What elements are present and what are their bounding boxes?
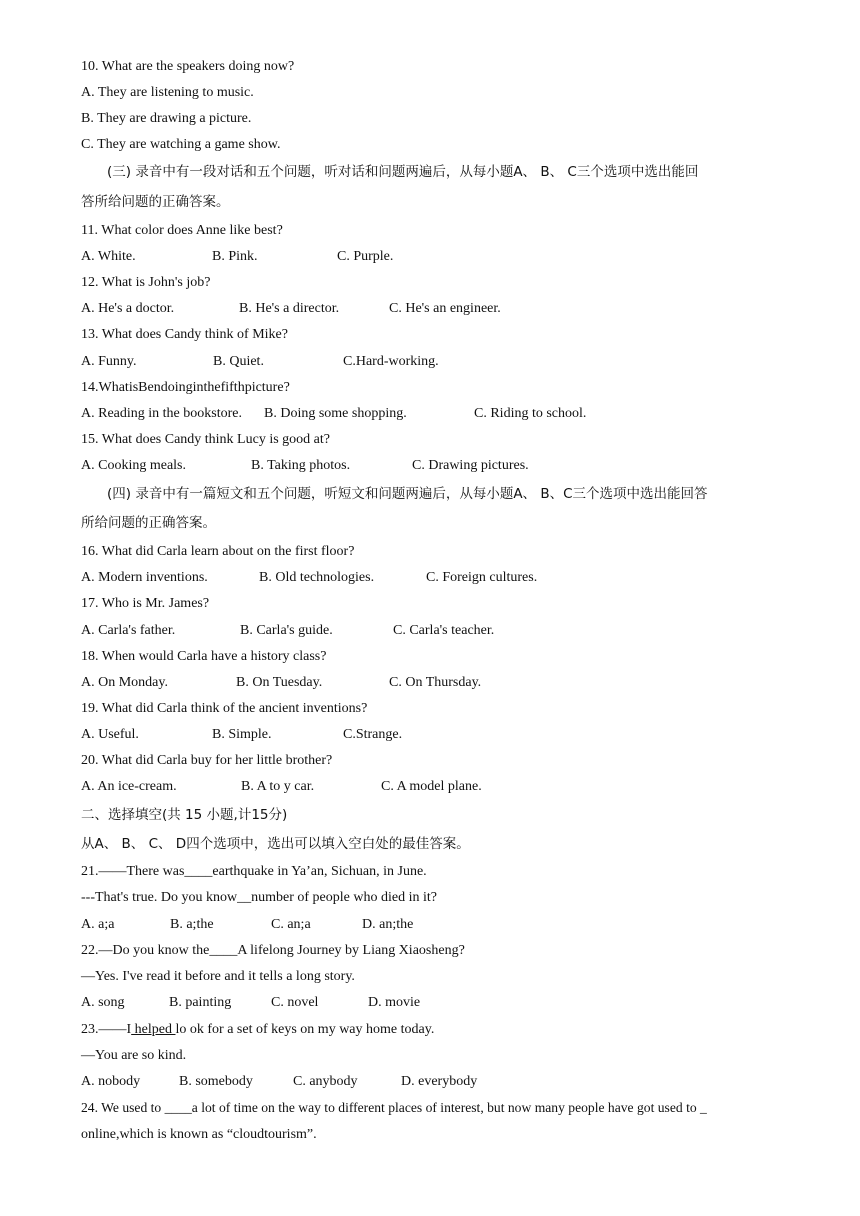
option-23b: B. somebody (179, 1074, 253, 1089)
question-22-post: A lifelong Journey by Liang Xiaosheng? (237, 943, 465, 958)
question-22-blank: ____ (209, 943, 238, 958)
option-14b: B. Doing some shopping. (264, 406, 407, 421)
option-19b: B. Simple. (212, 727, 272, 742)
question-21-reply-blank: __ (237, 890, 252, 905)
option-13a: A. Funny. (81, 354, 137, 369)
option-22b: B. painting (169, 995, 232, 1010)
question-24-cont: online,which is known as “cloudtourism”. (81, 1127, 317, 1142)
option-12c: C. He's an engineer. (389, 301, 501, 316)
option-12b: B. He's a director. (239, 301, 340, 316)
question-21-pre: 21.——There was (81, 864, 185, 879)
section-4-instruction-cont: 所给问题的正确答案。 (81, 515, 216, 531)
option-23c: C. anybody (293, 1074, 358, 1089)
option-23d: D. everybody (401, 1074, 478, 1089)
option-21b: B. a;the (170, 917, 214, 932)
part-2-instruction: 从A、 B、 C、 D四个选项中，选出可以填入空白处的最佳答案。 (81, 836, 470, 852)
question-23-post: lo ok for a set of keys on my way home today. (175, 1022, 435, 1037)
option-17a: A. Carla's father. (81, 623, 176, 638)
option-10b: B. They are drawing a picture. (81, 111, 252, 126)
question-21-reply-pre: ---That's true. Do you know (81, 890, 238, 905)
option-22a: A. song (81, 995, 125, 1010)
question-23-reply: —You are so kind. (81, 1048, 187, 1063)
option-15b: B. Taking photos. (251, 458, 351, 473)
question-15: 15. What does Candy think Lucy is good at? (81, 432, 330, 447)
question-23 (81, 1020, 434, 1040)
option-20c: C. A model plane. (381, 779, 482, 794)
option-18c: C. On Thursday. (389, 675, 482, 690)
option-10c: C. They are watching a game show. (81, 137, 281, 152)
question-18: 18. When would Carla have a history class? (81, 649, 327, 664)
question-23-underlined: helped (131, 1022, 176, 1037)
option-21a: A. a;a (81, 917, 115, 932)
question-21-reply-post: number of people who died in it? (251, 890, 437, 905)
option-12a: A. He's a doctor. (81, 301, 175, 316)
part-2-title: 二、选择填空(共 15 小题,计15分) (81, 807, 288, 823)
section-3-instruction-cont: 答所给问题的正确答案。 (81, 194, 230, 210)
question-19: 19. What did Carla think of the ancient inventions? (81, 701, 368, 716)
option-16a: A. Modern inventions. (81, 570, 208, 585)
option-21c: C. an;a (271, 917, 311, 932)
question-10: 10. What are the speakers doing now? (81, 59, 295, 74)
question-21-reply (81, 888, 437, 908)
option-22c: C. novel (271, 995, 319, 1010)
option-11a: A. White. (81, 249, 136, 264)
question-13: 13. What does Candy think of Mike? (81, 327, 288, 342)
question-11: 11. What color does Anne like best? (81, 223, 283, 238)
question-21-blank: ____ (184, 864, 213, 879)
question-23-pre: 23.——I (81, 1022, 132, 1037)
option-13c: C.Hard-working. (343, 354, 439, 369)
option-20a: A. An ice-cream. (81, 779, 177, 794)
question-21 (81, 862, 427, 882)
option-17b: B. Carla's guide. (240, 623, 333, 638)
option-15c: C. Drawing pictures. (412, 458, 529, 473)
question-22-reply: —Yes. I've read it before and it tells a long story. (81, 969, 355, 984)
option-19a: A. Useful. (81, 727, 139, 742)
option-10a: A. They are listening to music. (81, 85, 254, 100)
question-14: 14.WhatisBendoinginthefifthpicture? (81, 380, 290, 395)
question-21-post: earthquake in Ya’an, Sichuan, in June. (212, 864, 427, 879)
option-20b: B. A to y car. (241, 779, 315, 794)
question-16: 16. What did Carla learn about on the first floor? (81, 544, 355, 559)
option-14c: C. Riding to school. (474, 406, 587, 421)
option-11b: B. Pink. (212, 249, 258, 264)
option-18b: B. On Tuesday. (236, 675, 323, 690)
option-18a: A. On Monday. (81, 675, 168, 690)
question-22-pre: 22.—Do you know the (81, 943, 210, 958)
section-4-instruction: (四) 录音中有一篇短文和五个问题，听短文和问题两遍后，从每小题A、 B、C三个选项中选出能回答 (107, 486, 708, 502)
option-22d: D. movie (368, 995, 421, 1010)
section-3-instruction: (三) 录音中有一段对话和五个问题，听对话和问题两遍后，从每小题A、 B、 C三个选项中选出能回 (107, 164, 699, 180)
option-11c: C. Purple. (337, 249, 394, 264)
option-19c: C.Strange. (343, 727, 403, 742)
option-23a: A. nobody (81, 1074, 141, 1089)
question-22 (81, 941, 465, 961)
option-13b: B. Quiet. (213, 354, 264, 369)
question-24: 24. We used to ____a lot of time on the way to different places of interest, but now many people have got used to _ (81, 1100, 707, 1115)
option-16c: C. Foreign cultures. (426, 570, 538, 585)
option-14a: A. Reading in the bookstore. (81, 406, 242, 421)
question-20: 20. What did Carla buy for her little brother? (81, 753, 333, 768)
option-21d: D. an;the (362, 917, 414, 932)
option-16b: B. Old technologies. (259, 570, 375, 585)
option-17c: C. Carla's teacher. (393, 623, 495, 638)
option-15a: A. Cooking meals. (81, 458, 186, 473)
question-12: 12. What is John's job? (81, 275, 211, 290)
question-17: 17. Who is Mr. James? (81, 596, 210, 611)
